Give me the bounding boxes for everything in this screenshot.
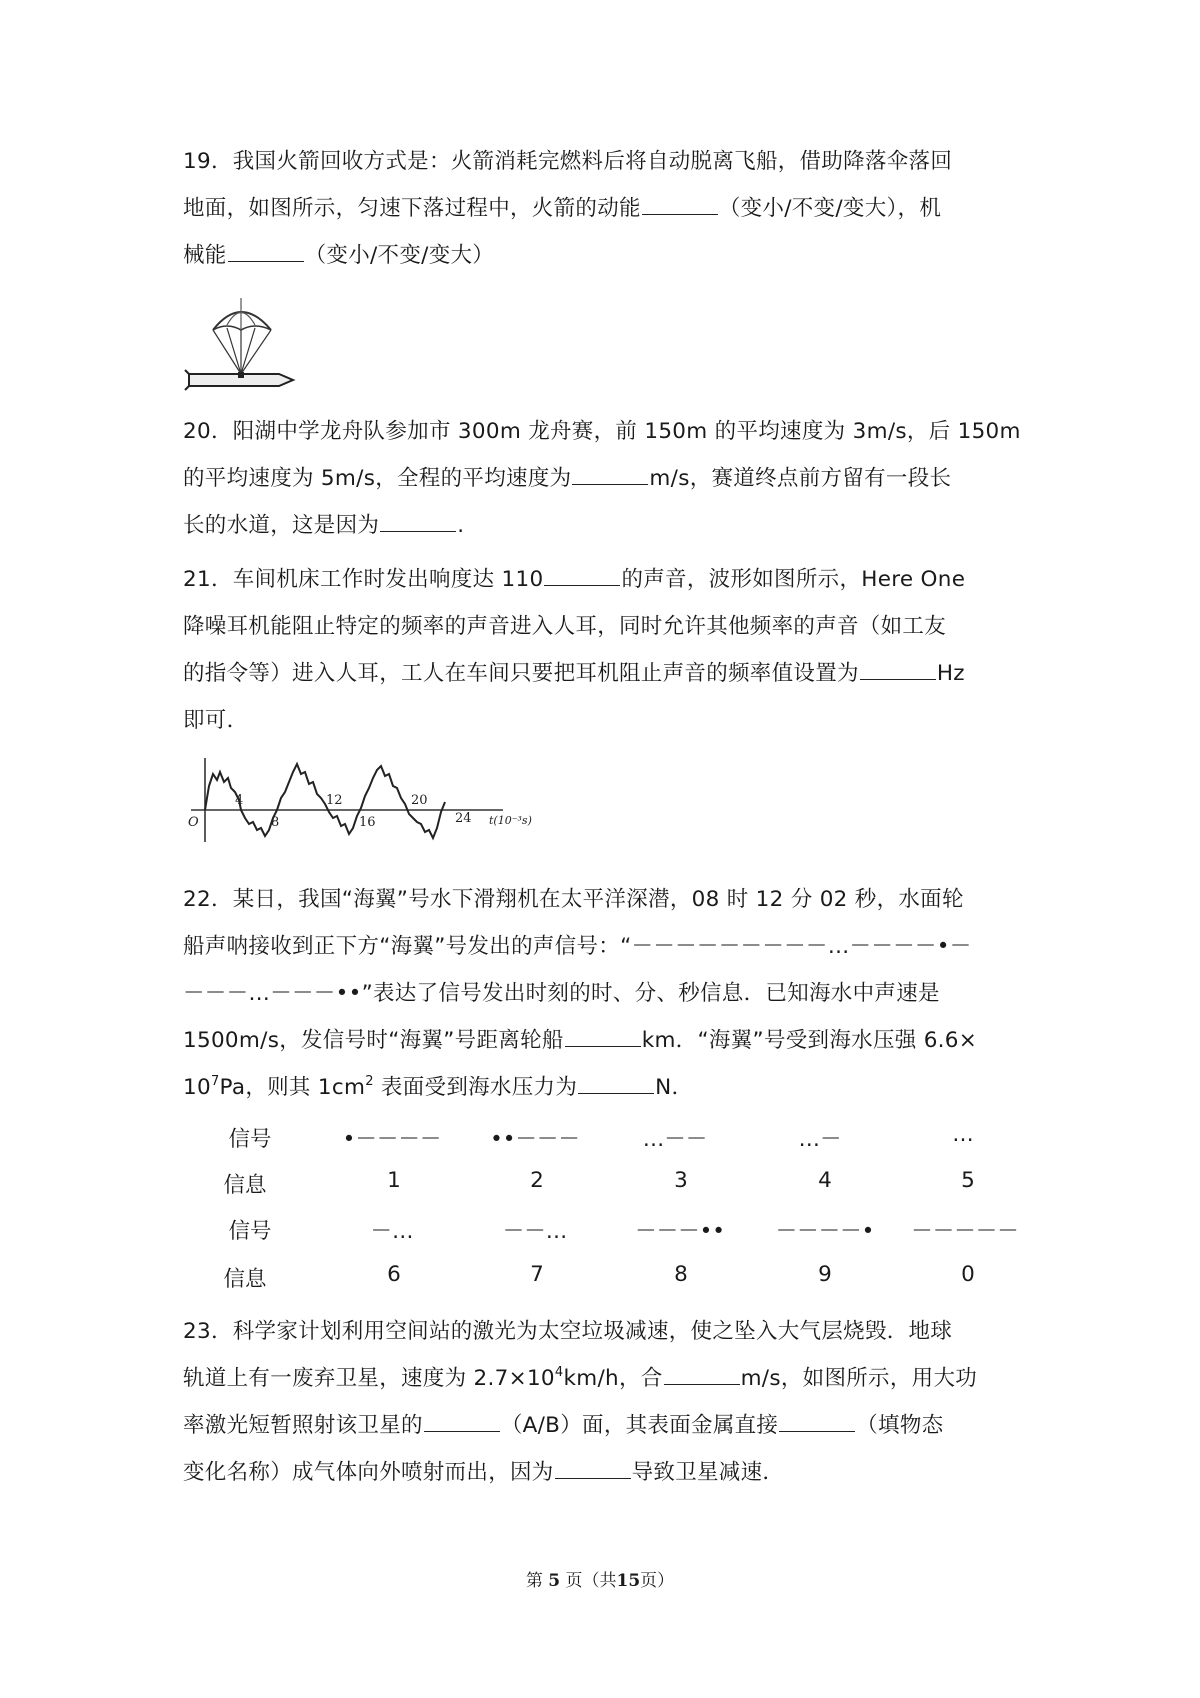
q19-line2: 地面，如图所示，匀速下落过程中，火箭的动能 （变小/不变/变大），机 xyxy=(183,196,942,221)
tick-label: 24 xyxy=(455,811,472,826)
answer-blank xyxy=(664,1364,740,1385)
table-cell: …－ xyxy=(798,1127,842,1152)
tick-label: 16 xyxy=(359,815,376,830)
row-label: 信息 xyxy=(223,1267,267,1292)
table-cell: 9 xyxy=(818,1262,832,1287)
q22-line2: 船声呐接收到正下方“海翼”号发出的声信号：“－－－－－－－－－…－－－－•－ xyxy=(183,934,972,959)
table-cell: 3 xyxy=(674,1168,688,1193)
table-cell: 4 xyxy=(818,1168,832,1193)
table-cell: －－－•• xyxy=(635,1219,725,1244)
origin-label: O xyxy=(188,815,199,830)
table-cell: －－… xyxy=(502,1219,568,1244)
tick-label: 8 xyxy=(271,815,280,830)
q23-line4: 变化名称）成气体向外喷射而出，因为 导致卫星减速． xyxy=(183,1460,785,1485)
answer-blank xyxy=(565,1026,641,1047)
q20-line3: 长的水道，这是因为 . xyxy=(183,513,465,538)
answer-blank xyxy=(228,241,304,262)
page-total: 15 xyxy=(616,1571,641,1591)
answer-blank xyxy=(544,565,620,586)
table-cell: －－－－• xyxy=(775,1219,875,1244)
table-cell: 7 xyxy=(530,1262,544,1287)
q21-line1: 21．车间机床工作时发出响度达 110 的声音，波形如图所示，Here One xyxy=(183,567,966,592)
q22-line4: 1500m/s，发信号时“海翼”号距离轮船 km．“海翼”号受到海水压强 6.6× xyxy=(183,1028,978,1053)
question-21 xyxy=(183,556,1029,744)
question-22 xyxy=(183,876,1029,1111)
table-cell: ••－－－ xyxy=(490,1127,580,1152)
tick-label: 12 xyxy=(326,793,343,808)
table-cell: •－－－－ xyxy=(342,1127,442,1152)
answer-blank xyxy=(642,194,718,215)
row-label: 信号 xyxy=(228,1127,272,1152)
q19-line1: 19．我国火箭回收方式是：火箭消耗完燃料后将自动脱离飞船，借助降落伞落回 xyxy=(183,149,953,174)
table-cell: …－－ xyxy=(642,1127,708,1152)
q22-line3: －－－…－－－••”表达了信号发出时刻的时、分、秒信息．已知海水中声速是 xyxy=(183,981,940,1006)
q22-line1: 22．某日，我国“海翼”号水下滑翔机在太平洋深潜，08 时 12 分 02 秒，水面轮 xyxy=(183,887,964,912)
answer-blank xyxy=(424,1411,500,1432)
q21-line3: 的指令等）进入人耳，工人在车间只要把耳机阻止声音的频率值设置为 Hz xyxy=(183,661,965,686)
table-cell: 5 xyxy=(961,1168,975,1193)
q19-line3: 械能 （变小/不变/变大） xyxy=(183,243,495,268)
question-19 xyxy=(183,138,1029,279)
table-cell: 0 xyxy=(961,1262,975,1287)
table-cell: 2 xyxy=(530,1168,544,1193)
parachute-rocket-figure xyxy=(183,292,303,402)
tick-label: 4 xyxy=(235,793,244,808)
q20-line2: 的平均速度为 5m/s，全程的平均速度为 m/s，赛道终点前方留有一段长 xyxy=(183,466,952,491)
row-label: 信号 xyxy=(228,1219,272,1244)
question-23 xyxy=(183,1308,1029,1496)
q23-line1: 23．科学家计划利用空间站的激光为太空垃圾减速，使之坠入大气层烧毁．地球 xyxy=(183,1319,953,1344)
table-cell: －－－－－ xyxy=(911,1219,1019,1244)
answer-blank xyxy=(572,464,648,485)
row-label: 信息 xyxy=(223,1173,267,1198)
q21-line4: 即可． xyxy=(183,708,249,733)
answer-blank xyxy=(555,1458,631,1479)
answer-blank xyxy=(380,511,456,532)
table-cell: 8 xyxy=(674,1262,688,1287)
q21-line2: 降噪耳机能阻止特定的频率的声音进入人耳，同时允许其他频率的声音（如工友 xyxy=(183,614,947,639)
table-cell: 1 xyxy=(387,1168,401,1193)
q23-line2: 轨道上有一废弃卫星，速度为 $2.7\times 10^4km/h$，合 m/s，如图所示，用大功 xyxy=(183,1365,978,1391)
q22-line5: $10^7Pa$，则其 $1cm^2$ 表面受到海水压力为 N． xyxy=(183,1074,694,1100)
tick-label: 20 xyxy=(411,793,428,808)
page-footer: 第 5 页（共15页） xyxy=(525,1571,675,1591)
sound-waveform-figure xyxy=(183,752,553,844)
q23-line3: 率激光短暂照射该卫星的 （A/B）面，其表面金属直接 （填物态 xyxy=(183,1413,944,1438)
answer-blank xyxy=(779,1411,855,1432)
question-20 xyxy=(183,408,1029,549)
table-cell: －… xyxy=(370,1219,414,1244)
table-cell: … xyxy=(952,1122,974,1147)
page-number: 5 xyxy=(548,1571,561,1591)
q20-line1: 20．阳湖中学龙舟队参加市 300m 龙舟赛，前 150m 的平均速度为 3m/s，后 150m xyxy=(183,419,1021,444)
axis-label: t(10⁻³s) xyxy=(489,814,532,827)
table-cell: 6 xyxy=(387,1262,401,1287)
answer-blank xyxy=(860,659,936,680)
answer-blank xyxy=(578,1073,654,1094)
